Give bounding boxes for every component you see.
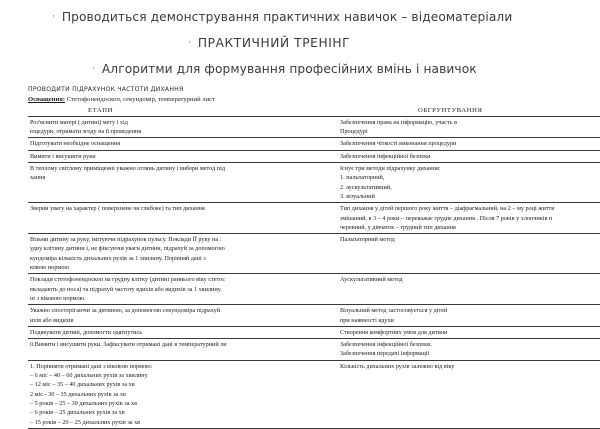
rationale-line: Забезпечення передачі інформації <box>340 350 430 358</box>
table-row <box>28 326 600 338</box>
slide-line-2-text: ПРАКТИЧНИЙ ТРЕНІНГ <box>197 36 351 50</box>
rationale-line: Забезпечення інфекційної безпеки. <box>340 341 433 349</box>
slide-line-1-text: Проводиться демонстрування практичних навичок – відеоматеріали <box>61 10 513 24</box>
table-row <box>28 360 600 428</box>
cell-rationale <box>338 305 600 327</box>
step-line: вкладають до носа) та підрахуй частоту вдихів або видихів за 1 хвилину. <box>30 285 222 293</box>
cell-rationale <box>338 339 600 361</box>
table-row <box>28 274 600 305</box>
bullet-icon: · <box>188 38 191 48</box>
table-header <box>28 105 600 116</box>
equipment-label: Оснащення: <box>28 96 66 103</box>
rationale-line: Забезпечення чіткості виконання процедури <box>340 140 457 148</box>
cell-rationale <box>338 150 600 162</box>
table-row <box>28 138 600 150</box>
slide-bullet-line-2 <box>0 36 600 50</box>
slide-header <box>0 0 600 76</box>
step-line: 0.Вимити і висушити руки. Зафіксувати отримані дані в температурний ли <box>30 341 227 349</box>
slide-bullet-line-1 <box>0 10 600 24</box>
step-line: В теплому світлому приміщенні уважно оглянь дитину і вибери метод під <box>30 165 225 173</box>
rationale-line: 3. візуальний <box>340 192 375 200</box>
step-line: удну клітину дитини і, не фіксуючи уваги дитини, підрахуй за допомогою <box>30 245 225 253</box>
table-row <box>28 339 600 361</box>
cell-step <box>28 138 338 150</box>
rationale-line: Процедурі <box>340 128 368 136</box>
cell-rationale <box>338 360 600 428</box>
rationale-line: змішаний, в 3 – 4 роки – переважає грудне дихання . Після 7 років у хлопчиків п <box>340 214 553 222</box>
step-line: Поклади стетофонендоскоп на грудну клітку (дитині раннього віку стетос <box>30 276 226 284</box>
rationale-line: Існує три методи підрахунку дихання: <box>340 165 441 173</box>
step-line: Зверни увагу на характер ( поверхневе чи глибоке) та тип дихання <box>30 205 205 213</box>
cell-rationale <box>338 326 600 338</box>
cell-step <box>28 305 338 327</box>
column-header-stages: ЕТАПИ <box>28 105 338 116</box>
cell-rationale <box>338 203 600 234</box>
equipment-line <box>28 96 596 103</box>
step-line: ковою нормою <box>30 264 69 272</box>
step-line: – 5 років – 25 – 30 дихальних рухів за хв <box>30 399 137 407</box>
rationale-line: Аускультативний метод <box>340 276 403 284</box>
step-line: юцедури, отримати згоду на її проведення <box>30 128 142 136</box>
cell-rationale <box>338 234 600 274</box>
column-header-rationale: ОБГРУНТУВАННЯ <box>338 105 600 116</box>
rationale-line: Тип дихання у дітей першого року життя – діафрагмальний, на 2 – му році життя <box>340 205 555 213</box>
rationale-line: 1. пальпаторний, <box>340 174 385 182</box>
bullet-icon: · <box>52 12 55 22</box>
step-line: Уважно спостерігаючи за дитиною, за допомогою секундоміра підрахуй <box>30 307 221 315</box>
cell-step <box>28 234 338 274</box>
step-line: Підготувати необхідне оснащення <box>30 140 121 148</box>
rationale-line: Пальпаторний метод <box>340 236 395 244</box>
step-line: – 15 років – 20 – 25 дихальних рухів за хв <box>30 418 141 426</box>
step-line: 2 міс - 30 – 35 дихальних рухів за хв <box>30 390 126 398</box>
rationale-line: Кількість дихальних рухів залежно від віку <box>340 362 455 370</box>
rationale-line: черевний, у дівчаток – грудний тип дихання <box>340 223 456 231</box>
table-row <box>28 203 600 234</box>
slide-line-3-text: Алгоритми для формування професійних вмінь і навичок <box>101 62 477 76</box>
procedure-table <box>28 105 600 429</box>
table-row <box>28 305 600 327</box>
step-line: кундоміра кількість дихальних рухів за 1 хвилину. Порівняй дані з <box>30 254 206 262</box>
equipment-value: Стетофонендоскоп, секундомір, температурний лист <box>66 96 215 103</box>
bullet-icon: · <box>92 64 95 74</box>
rationale-line: при наявності ядухи <box>340 316 394 324</box>
step-line: – 6 років – 25 дихальних рухів за хв <box>30 409 125 417</box>
cell-rationale <box>338 163 600 203</box>
step-line: 1. Порівняти отримані дані з віковою нормою: <box>30 362 153 370</box>
step-line: Подякувати дитині, допомогти одягнутись <box>30 328 143 336</box>
table-row <box>28 116 600 138</box>
cell-rationale <box>338 138 600 150</box>
cell-rationale <box>338 274 600 305</box>
table-body <box>28 116 600 428</box>
cell-step <box>28 339 338 361</box>
step-line: Візьми дитину за руку, імітуючи підрахунок пульсу. Поклади ЇЇ руку на : <box>30 236 222 244</box>
table-header-row <box>28 105 600 116</box>
cell-step <box>28 360 338 428</box>
cell-step <box>28 116 338 138</box>
rationale-line: Забезпечення інфекційної безпеки <box>340 152 431 160</box>
rationale-line: Забезпечення права на інформацію, участь в <box>340 118 458 126</box>
cell-step <box>28 274 338 305</box>
step-line: Вимити і висушити руки <box>30 152 96 160</box>
step-line: хання <box>30 174 46 182</box>
step-line: – 6 міс – 40 – 60 дихальних рухів за хвилину <box>30 372 148 380</box>
procedure-document <box>0 86 600 429</box>
rationale-line: 2. аускультативний, <box>340 183 392 191</box>
slide-bullet-line-3 <box>0 62 600 76</box>
rationale-line: Візуальний метод застосовується у дітей <box>340 307 448 315</box>
step-line: ихів або видихів <box>30 316 74 324</box>
table-row <box>28 234 600 274</box>
rationale-line: Створення комфортних умов для дитини <box>340 328 448 336</box>
table-row <box>28 163 600 203</box>
step-line: ні з віковою нормою. <box>30 294 86 302</box>
step-line: – 12 міс – 35 – 40 дихальних рухів за хв <box>30 381 135 389</box>
cell-step <box>28 150 338 162</box>
cell-rationale <box>338 116 600 138</box>
cell-step <box>28 326 338 338</box>
cell-step <box>28 203 338 234</box>
document-title: ПРОВОДИТИ ПІДРАХУНОК ЧАСТОТИ ДИХАННЯ <box>28 86 184 93</box>
table-row <box>28 150 600 162</box>
step-line: Роз'яснити матері ( дитині) мету і хід <box>30 118 128 126</box>
cell-step <box>28 163 338 203</box>
